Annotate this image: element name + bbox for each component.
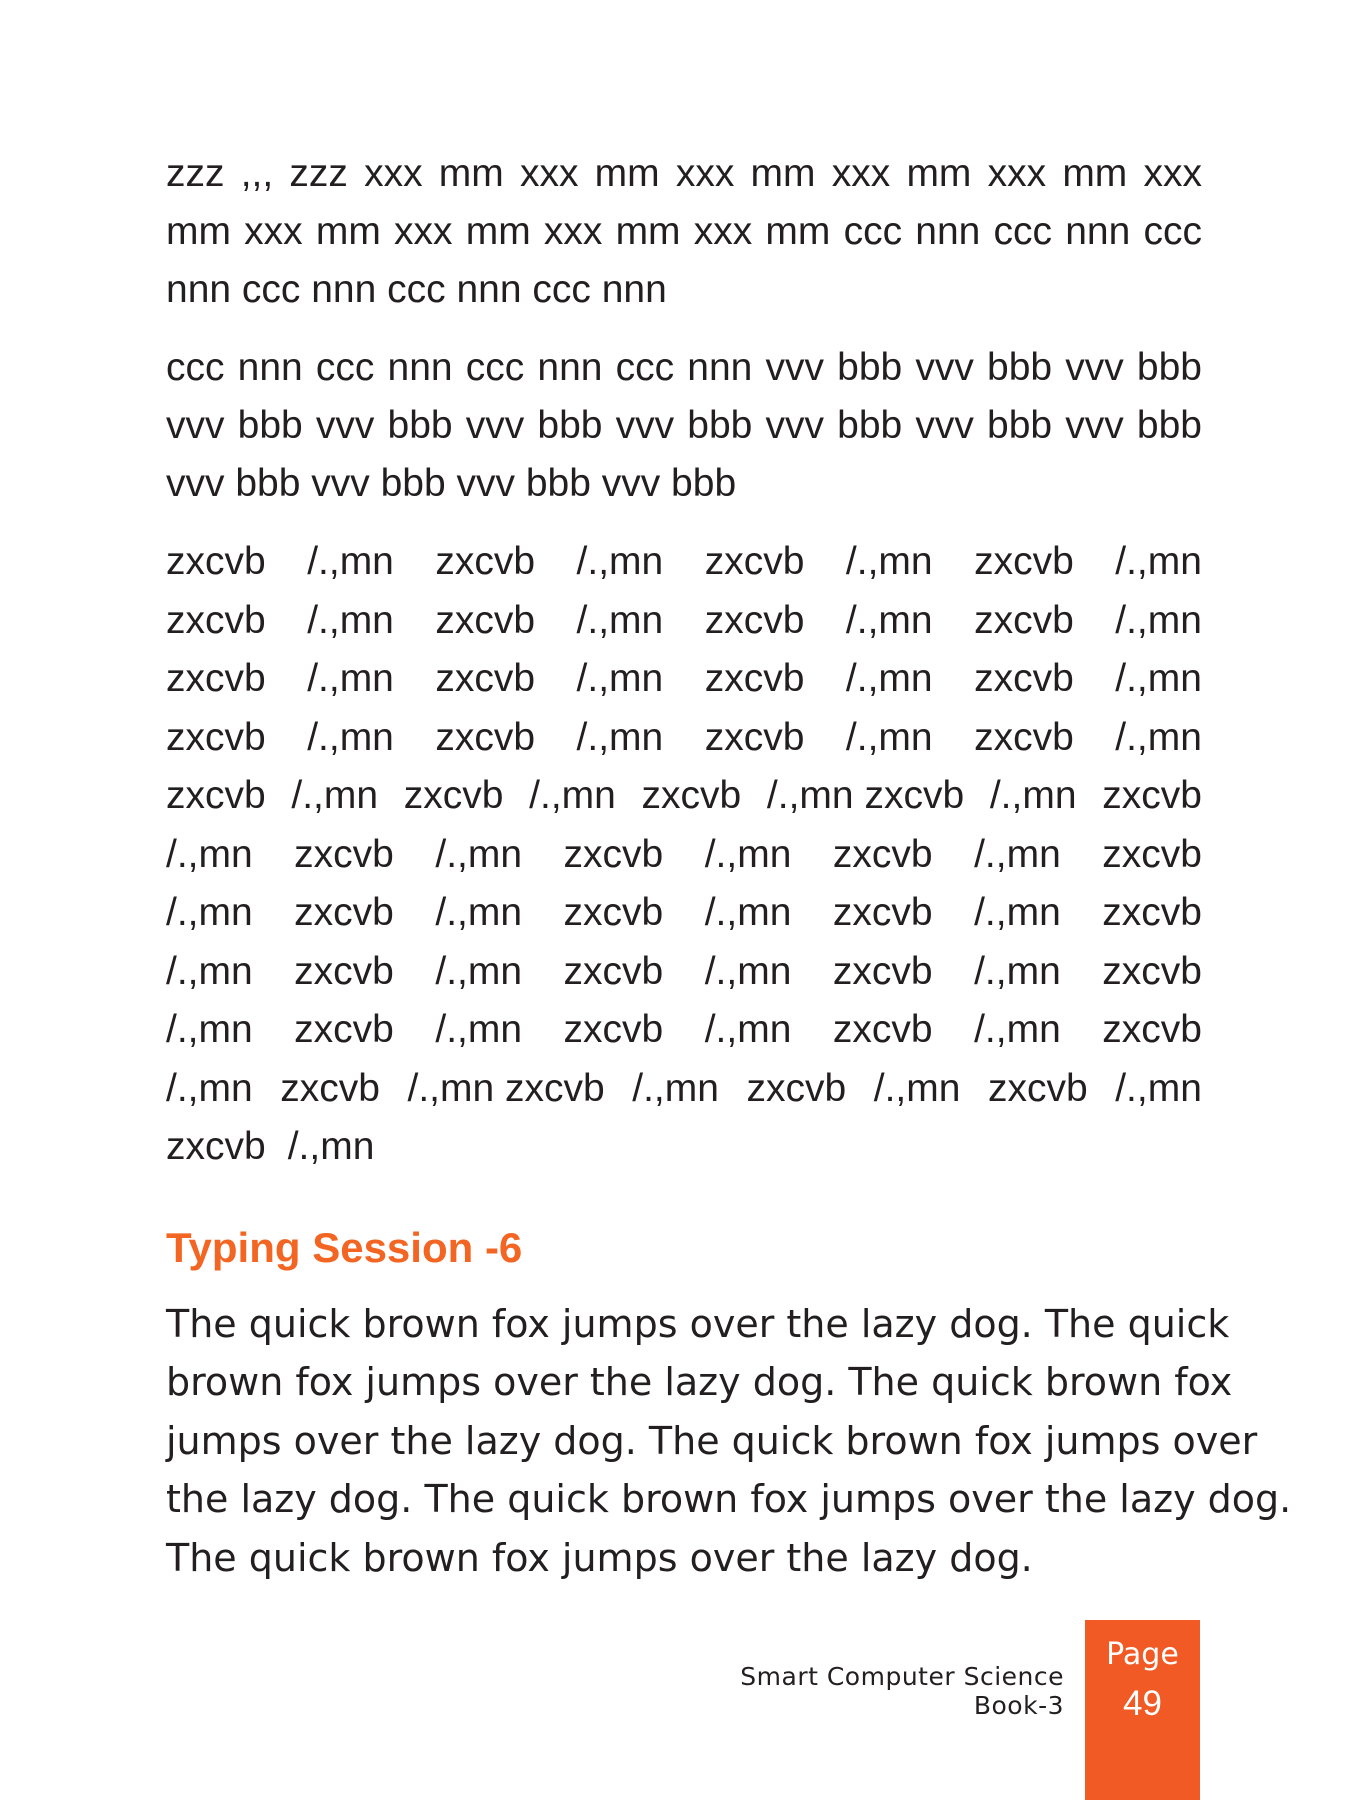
grid-line — [166, 767, 1202, 826]
grid-token: zxcvb — [280, 1066, 380, 1110]
grid-token: /.,mn — [1115, 715, 1202, 759]
grid-token: zxcvb — [294, 832, 394, 876]
grid-token: zxcvb — [563, 1008, 664, 1051]
drill-line: zzz ,,, zzz xxx mm xxx mm xxx mm xxx mm xxx mm xxx — [166, 152, 1202, 195]
grid-token: zxcvb — [435, 540, 536, 583]
grid-token: zxcvb — [166, 598, 266, 642]
grid-token: zxcvb — [1102, 832, 1202, 876]
grid-token: /.,mn — [307, 540, 394, 583]
grid-token: /.,mn — [974, 891, 1061, 934]
grid-token: zxcvb — [832, 1008, 933, 1051]
grid-token: /.,mn — [704, 1008, 792, 1051]
grid-token: zxcvb — [1102, 891, 1202, 934]
grid-token: zxcvb — [832, 832, 933, 876]
grid-line — [166, 1060, 1202, 1119]
grid-token: /.,mn — [287, 1125, 375, 1168]
grid-line — [166, 709, 1202, 768]
grid-token: /.,mn zxcvb — [407, 1066, 605, 1110]
grid-token: zxcvb — [746, 1066, 847, 1110]
grid-token: /.,mn — [1115, 1066, 1202, 1110]
grid-token: zxcvb — [1102, 774, 1202, 817]
grid-token: /.,mn — [1115, 657, 1202, 700]
drill-paragraph-cnvb — [166, 339, 1202, 513]
grid-token: zxcvb — [974, 598, 1074, 642]
drill-paragraph-zxcvnm — [166, 145, 1202, 319]
grid-token: zxcvb — [563, 949, 664, 993]
grid-token: zxcvb — [1102, 1008, 1202, 1051]
grid-line — [166, 826, 1202, 885]
grid-token: zxcvb — [435, 598, 536, 642]
grid-token: /.,mn — [307, 715, 394, 759]
grid-token: /.,mn — [845, 715, 933, 759]
session-line: jumps over the lazy dog. The quick brown fox jumps over — [166, 1418, 1258, 1463]
grid-token: /.,mn — [291, 774, 379, 817]
grid-token: /.,mn — [166, 1008, 253, 1051]
grid-token: /.,mn — [845, 598, 933, 642]
drill-line: vvv bbb vvv bbb vvv bbb vvv bbb vvv bbb vvv bbb vvv bbb — [166, 404, 1202, 447]
grid-line — [166, 943, 1202, 1002]
grid-token: zxcvb — [832, 891, 933, 934]
session-line: the lazy dog. The quick brown fox jumps over the lazy dog. — [166, 1477, 1292, 1521]
session-line: brown fox jumps over the lazy dog. The quick brown fox — [166, 1360, 1233, 1404]
grid-token: zxcvb — [563, 891, 664, 934]
grid-token: /.,mn — [974, 949, 1061, 993]
session-line: The quick brown fox jumps over the lazy dog. — [166, 1535, 1033, 1580]
grid-line — [166, 884, 1202, 943]
grid-token: /.,mn — [576, 598, 664, 642]
grid-line — [166, 650, 1202, 709]
book-title: Smart Computer Science Book-3 — [740, 1662, 1064, 1720]
session-line: The quick brown fox jumps over the lazy dog. The quick — [166, 1301, 1230, 1346]
grid-token: zxcvb — [294, 1008, 394, 1051]
grid-token: /.,mn — [704, 949, 792, 993]
drill-line: nnn ccc nnn ccc nnn ccc nnn — [166, 268, 667, 311]
grid-token: zxcvb — [704, 540, 805, 583]
grid-token: /.,mn — [1115, 540, 1202, 583]
grid-token: zxcvb — [435, 715, 536, 759]
grid-token: zxcvb — [294, 891, 394, 934]
page-number: 49 — [1123, 1684, 1162, 1723]
grid-token: zxcvb — [987, 1066, 1088, 1110]
grid-token: zxcvb — [403, 774, 504, 817]
grid-token: /.,mn — [704, 832, 792, 876]
session-heading: Typing Session -6 — [166, 1223, 523, 1271]
grid-token: zxcvb — [974, 540, 1074, 583]
page-label: Page — [1106, 1637, 1179, 1672]
grid-token: /.,mn — [1115, 598, 1202, 642]
grid-token: /.,mn — [435, 949, 523, 993]
grid-token: /.,mn — [307, 657, 394, 700]
drill-line: vvv bbb vvv bbb vvv bbb vvv bbb — [166, 462, 737, 505]
grid-token: /.,mn — [166, 832, 253, 876]
grid-token: zxcvb — [166, 774, 266, 817]
drill-line: mm xxx mm xxx mm xxx mm xxx mm ccc nnn ccc nnn ccc — [166, 210, 1202, 253]
grid-line — [166, 533, 1202, 592]
grid-token: /.,mn — [576, 540, 664, 583]
grid-token: /.,mn — [166, 949, 253, 993]
grid-line — [166, 592, 1202, 651]
grid-token: zxcvb — [166, 715, 266, 759]
grid-token: /.,mn — [576, 657, 664, 700]
page-number-tab — [1085, 1620, 1200, 1800]
grid-token: zxcvb — [1102, 949, 1202, 993]
grid-token: /.,mn — [166, 1066, 253, 1110]
grid-token: /.,mn — [974, 1008, 1061, 1051]
grid-token: /.,mn — [974, 832, 1061, 876]
drill-grid-zxcvb — [166, 533, 1202, 1177]
grid-token: /.,mn — [529, 774, 616, 817]
grid-token: /.,mn — [435, 832, 523, 876]
grid-token: /.,mn zxcvb — [766, 774, 965, 817]
grid-token: /.,mn — [166, 891, 253, 934]
grid-token: /.,mn — [435, 891, 523, 934]
grid-token: zxcvb — [832, 949, 933, 993]
grid-token: zxcvb — [641, 774, 742, 817]
grid-token: zxcvb — [704, 598, 805, 642]
grid-token: zxcvb — [974, 657, 1074, 700]
drill-line: ccc nnn ccc nnn ccc nnn ccc nnn vvv bbb vvv bbb vvv bbb — [166, 346, 1202, 389]
grid-token: zxcvb — [294, 949, 394, 993]
grid-token: zxcvb — [166, 657, 266, 700]
grid-token: /.,mn — [845, 657, 933, 700]
grid-token: /.,mn — [632, 1066, 719, 1110]
session-paragraph — [166, 1295, 1292, 1588]
grid-token: zxcvb — [704, 715, 805, 759]
grid-token: zxcvb — [704, 657, 805, 700]
grid-token: zxcvb — [563, 832, 664, 876]
grid-line — [166, 1001, 1202, 1060]
grid-token: zxcvb — [974, 715, 1074, 759]
grid-token: /.,mn — [576, 715, 664, 759]
grid-line — [166, 1118, 1202, 1177]
grid-token: zxcvb — [166, 1125, 266, 1168]
page-content — [166, 145, 1292, 1587]
grid-token: zxcvb — [435, 657, 536, 700]
grid-token: /.,mn — [307, 598, 394, 642]
grid-token: /.,mn — [873, 1066, 961, 1110]
grid-token: /.,mn — [435, 1008, 523, 1051]
grid-token: /.,mn — [845, 540, 933, 583]
grid-token: /.,mn — [704, 891, 792, 934]
grid-token: zxcvb — [166, 540, 266, 583]
grid-token: /.,mn — [989, 774, 1077, 817]
